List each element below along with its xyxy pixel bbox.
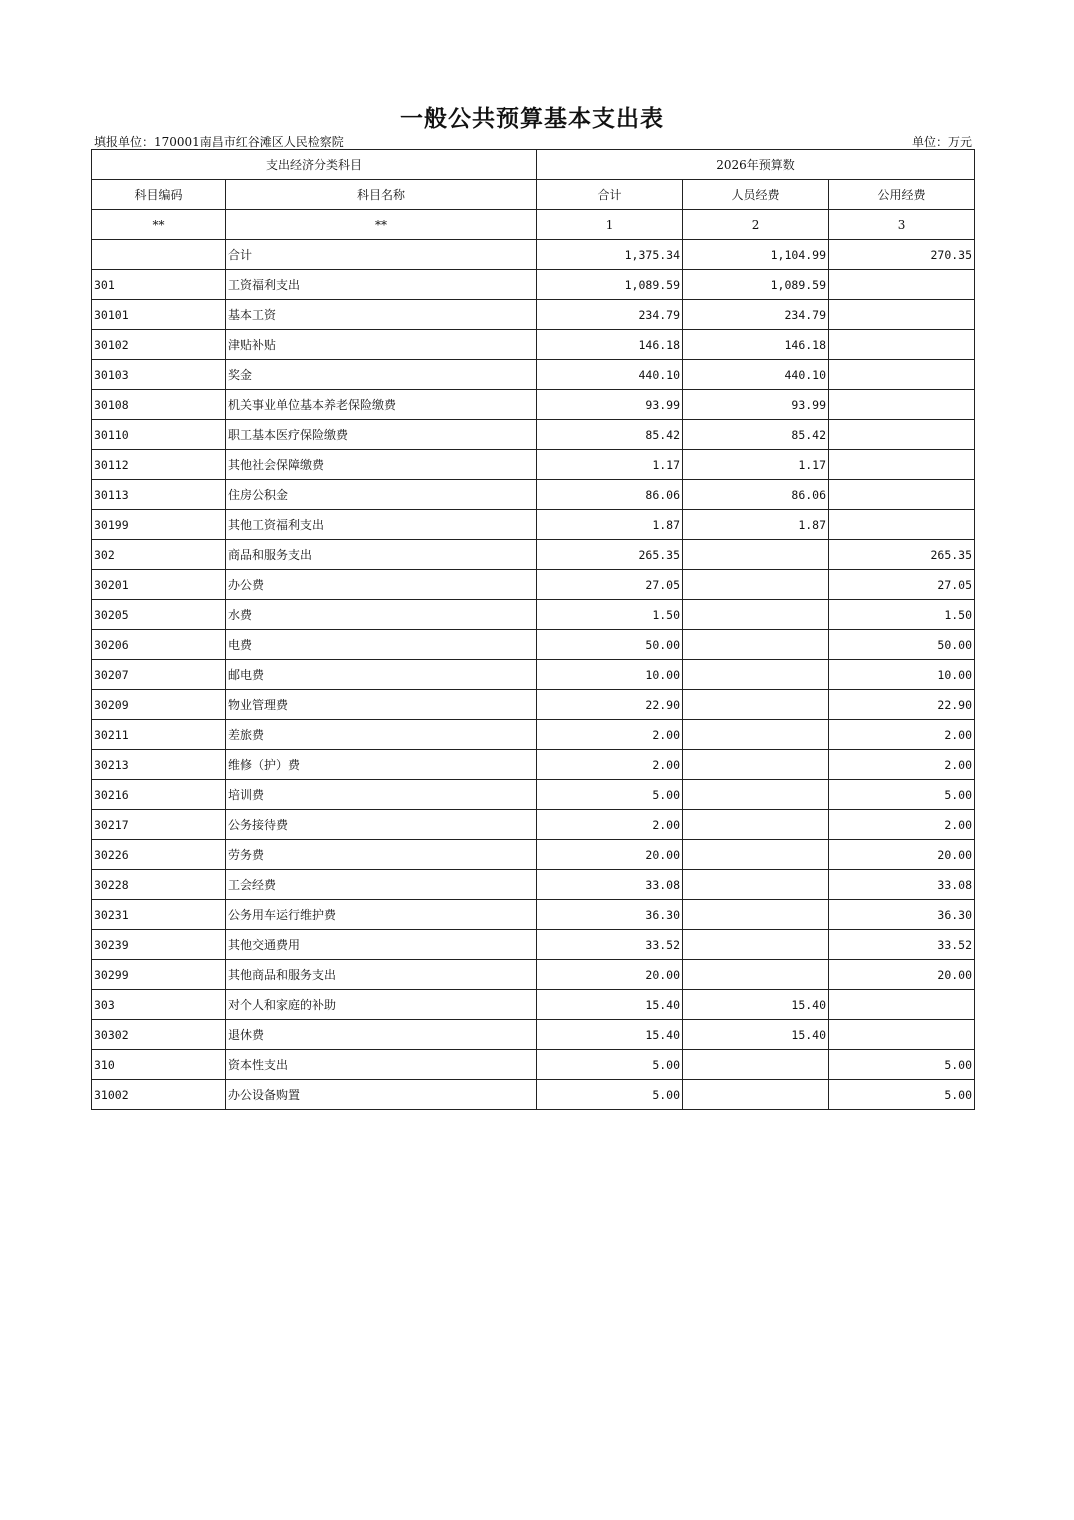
row-code: 30239 (92, 930, 226, 960)
row-personnel (683, 930, 829, 960)
index-total: 1 (537, 210, 683, 240)
row-name: 工会经费 (226, 870, 537, 900)
row-name: 退休费 (226, 1020, 537, 1050)
row-total: 22.90 (537, 690, 683, 720)
row-total: 5.00 (537, 780, 683, 810)
row-total: 5.00 (537, 1080, 683, 1110)
row-personnel (683, 810, 829, 840)
row-public: 36.30 (829, 900, 975, 930)
row-total: 265.35 (537, 540, 683, 570)
fill-unit-label: 填报单位：170001南昌市红谷滩区人民检察院 (94, 135, 344, 149)
row-public: 50.00 (829, 630, 975, 660)
row-personnel: 146.18 (683, 330, 829, 360)
row-code: 30108 (92, 390, 226, 420)
index-code: ** (92, 210, 226, 240)
header-group-left: 支出经济分类科目 (92, 150, 537, 180)
row-total: 1,375.34 (537, 240, 683, 270)
table-row (92, 360, 975, 390)
row-public: 2.00 (829, 720, 975, 750)
table-row (92, 810, 975, 840)
row-personnel (683, 780, 829, 810)
row-public (829, 480, 975, 510)
row-name: 其他交通费用 (226, 930, 537, 960)
row-code: 30231 (92, 900, 226, 930)
row-total: 85.42 (537, 420, 683, 450)
row-name: 资本性支出 (226, 1050, 537, 1080)
row-public (829, 360, 975, 390)
row-personnel (683, 960, 829, 990)
row-name: 办公费 (226, 570, 537, 600)
unit-label: 单位：万元 (911, 135, 972, 149)
table-row (92, 240, 975, 270)
row-public: 270.35 (829, 240, 975, 270)
row-name: 合计 (226, 240, 537, 270)
row-name: 基本工资 (226, 300, 537, 330)
table-row (92, 870, 975, 900)
row-total: 15.40 (537, 1020, 683, 1050)
table-row (92, 510, 975, 540)
row-public: 1.50 (829, 600, 975, 630)
table-row (92, 270, 975, 300)
row-personnel (683, 600, 829, 630)
header-column-row (92, 180, 975, 210)
row-name: 机关事业单位基本养老保险缴费 (226, 390, 537, 420)
row-public (829, 420, 975, 450)
row-public: 20.00 (829, 960, 975, 990)
table-body (92, 240, 975, 1110)
row-public: 10.00 (829, 660, 975, 690)
header-personnel: 人员经费 (683, 180, 829, 210)
row-personnel: 440.10 (683, 360, 829, 390)
row-public (829, 270, 975, 300)
row-code: 303 (92, 990, 226, 1020)
row-code: 310 (92, 1050, 226, 1080)
row-personnel (683, 690, 829, 720)
row-personnel (683, 630, 829, 660)
row-code: 30110 (92, 420, 226, 450)
row-name: 其他工资福利支出 (226, 510, 537, 540)
row-personnel (683, 1050, 829, 1080)
row-code: 30101 (92, 300, 226, 330)
row-code: 30103 (92, 360, 226, 390)
row-public: 2.00 (829, 750, 975, 780)
row-public (829, 510, 975, 540)
row-name: 其他商品和服务支出 (226, 960, 537, 990)
row-total: 20.00 (537, 840, 683, 870)
row-public: 22.90 (829, 690, 975, 720)
row-code: 30206 (92, 630, 226, 660)
row-name: 其他社会保障缴费 (226, 450, 537, 480)
row-code: 30226 (92, 840, 226, 870)
row-public: 5.00 (829, 780, 975, 810)
row-code: 30102 (92, 330, 226, 360)
row-total: 86.06 (537, 480, 683, 510)
row-public (829, 990, 975, 1020)
table-row (92, 930, 975, 960)
row-code: 30217 (92, 810, 226, 840)
row-total: 440.10 (537, 360, 683, 390)
row-code: 30302 (92, 1020, 226, 1050)
row-code: 31002 (92, 1080, 226, 1110)
budget-table (91, 149, 975, 1110)
row-name: 对个人和家庭的补助 (226, 990, 537, 1020)
row-total: 5.00 (537, 1050, 683, 1080)
table-row (92, 570, 975, 600)
index-name: ** (226, 210, 537, 240)
row-public: 2.00 (829, 810, 975, 840)
table-row (92, 630, 975, 660)
row-personnel: 15.40 (683, 1020, 829, 1050)
page-title: 一般公共预算基本支出表 (400, 105, 664, 132)
row-public: 265.35 (829, 540, 975, 570)
row-public (829, 450, 975, 480)
table-row (92, 990, 975, 1020)
row-name: 津贴补贴 (226, 330, 537, 360)
row-code: 30228 (92, 870, 226, 900)
index-personnel: 2 (683, 210, 829, 240)
row-total: 1.17 (537, 450, 683, 480)
row-name: 水费 (226, 600, 537, 630)
row-code: 30207 (92, 660, 226, 690)
row-total: 146.18 (537, 330, 683, 360)
row-personnel: 234.79 (683, 300, 829, 330)
row-name: 劳务费 (226, 840, 537, 870)
row-total: 10.00 (537, 660, 683, 690)
row-personnel (683, 870, 829, 900)
table-row (92, 540, 975, 570)
row-personnel (683, 540, 829, 570)
table-row (92, 450, 975, 480)
row-code: 30213 (92, 750, 226, 780)
header-group-right: 2026年预算数 (537, 150, 975, 180)
row-code: 30199 (92, 510, 226, 540)
row-total: 234.79 (537, 300, 683, 330)
table-row (92, 330, 975, 360)
header-name: 科目名称 (226, 180, 537, 210)
table-row (92, 900, 975, 930)
row-name: 物业管理费 (226, 690, 537, 720)
row-public (829, 330, 975, 360)
row-personnel: 86.06 (683, 480, 829, 510)
row-public: 20.00 (829, 840, 975, 870)
row-code: 302 (92, 540, 226, 570)
row-name: 维修（护）费 (226, 750, 537, 780)
row-public (829, 1020, 975, 1050)
table-row (92, 960, 975, 990)
row-total: 20.00 (537, 960, 683, 990)
row-name: 住房公积金 (226, 480, 537, 510)
row-name: 奖金 (226, 360, 537, 390)
row-public: 27.05 (829, 570, 975, 600)
row-total: 1,089.59 (537, 270, 683, 300)
table-row (92, 750, 975, 780)
row-personnel: 1.87 (683, 510, 829, 540)
row-total: 15.40 (537, 990, 683, 1020)
row-total: 93.99 (537, 390, 683, 420)
row-public: 5.00 (829, 1050, 975, 1080)
header-group-row (92, 150, 975, 180)
row-personnel (683, 720, 829, 750)
row-name: 职工基本医疗保险缴费 (226, 420, 537, 450)
row-name: 办公设备购置 (226, 1080, 537, 1110)
table-row (92, 420, 975, 450)
row-personnel (683, 900, 829, 930)
row-public: 33.08 (829, 870, 975, 900)
table-row (92, 1050, 975, 1080)
row-personnel (683, 750, 829, 780)
table-row (92, 1080, 975, 1110)
row-code: 30299 (92, 960, 226, 990)
header-index-row (92, 210, 975, 240)
table-row (92, 600, 975, 630)
row-code: 30205 (92, 600, 226, 630)
row-code: 30201 (92, 570, 226, 600)
index-public: 3 (829, 210, 975, 240)
row-name: 公务接待费 (226, 810, 537, 840)
row-total: 2.00 (537, 750, 683, 780)
table-row (92, 390, 975, 420)
table-row (92, 840, 975, 870)
row-personnel: 1.17 (683, 450, 829, 480)
row-personnel: 93.99 (683, 390, 829, 420)
row-code: 30216 (92, 780, 226, 810)
row-personnel (683, 840, 829, 870)
row-public: 5.00 (829, 1080, 975, 1110)
row-personnel: 1,104.99 (683, 240, 829, 270)
row-total: 1.87 (537, 510, 683, 540)
row-personnel (683, 1080, 829, 1110)
row-personnel (683, 570, 829, 600)
row-name: 差旅费 (226, 720, 537, 750)
row-code (92, 240, 226, 270)
row-code: 30112 (92, 450, 226, 480)
header-code: 科目编码 (92, 180, 226, 210)
row-total: 1.50 (537, 600, 683, 630)
row-public (829, 300, 975, 330)
table-row (92, 300, 975, 330)
table-row (92, 690, 975, 720)
row-name: 邮电费 (226, 660, 537, 690)
row-total: 2.00 (537, 810, 683, 840)
row-total: 33.08 (537, 870, 683, 900)
header-total: 合计 (537, 180, 683, 210)
table-row (92, 1020, 975, 1050)
row-total: 2.00 (537, 720, 683, 750)
table-row (92, 480, 975, 510)
row-name: 工资福利支出 (226, 270, 537, 300)
row-personnel (683, 660, 829, 690)
row-public: 33.52 (829, 930, 975, 960)
row-total: 27.05 (537, 570, 683, 600)
row-name: 电费 (226, 630, 537, 660)
row-name: 培训费 (226, 780, 537, 810)
row-total: 36.30 (537, 900, 683, 930)
row-name: 公务用车运行维护费 (226, 900, 537, 930)
row-code: 30211 (92, 720, 226, 750)
table-row (92, 660, 975, 690)
table-row (92, 720, 975, 750)
row-public (829, 390, 975, 420)
header-public: 公用经费 (829, 180, 975, 210)
row-code: 301 (92, 270, 226, 300)
row-code: 30209 (92, 690, 226, 720)
row-code: 30113 (92, 480, 226, 510)
row-personnel: 85.42 (683, 420, 829, 450)
row-total: 50.00 (537, 630, 683, 660)
row-personnel: 15.40 (683, 990, 829, 1020)
row-total: 33.52 (537, 930, 683, 960)
row-personnel: 1,089.59 (683, 270, 829, 300)
table-row (92, 780, 975, 810)
row-name: 商品和服务支出 (226, 540, 537, 570)
